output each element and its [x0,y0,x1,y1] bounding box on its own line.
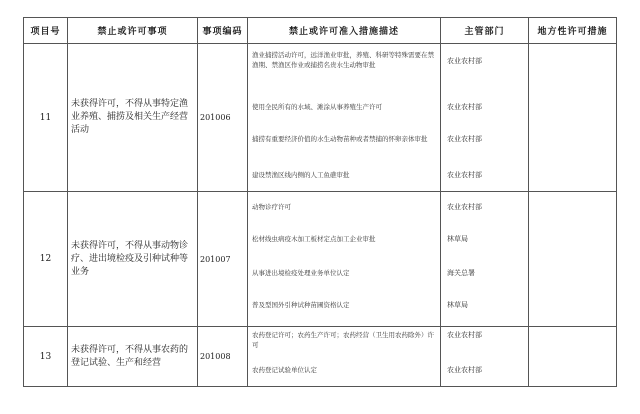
dept-text: 农业农村部 [447,135,482,143]
measures-cell [248,192,441,327]
header-item: 禁止或许可事项 [68,18,198,44]
dept-text: 农业农村部 [447,103,482,111]
item-number: 12 [24,192,68,327]
measures-cell [248,327,441,387]
measure-text: 从事进出境检疫处理业务单位认定 [252,269,350,277]
table-row [24,327,617,387]
header-measures: 禁止或许可准入措施描述 [248,18,441,44]
dept-cell [441,44,529,192]
dept-text: 农业农村部 [447,171,482,179]
local-measure-cell [529,44,617,192]
table-row [24,44,617,192]
header-local: 地方性许可措施 [529,18,617,44]
dept-cell [441,327,529,387]
item-code: 201007 [198,192,248,327]
header-row [24,18,617,44]
measure-text: 建设禁渔区线内侧的人工鱼礁审批 [252,171,350,179]
measure-text: 渔业捕捞活动许可，远洋渔业审批，养殖、科研等特殊需要在禁渔期、禁渔区作业或捕捞名贵水生动物审批 [252,51,434,69]
measure-text: 使用全民所有的水域、滩涂从事养殖生产许可 [252,103,382,111]
table-row [24,192,617,327]
dept-text: 农业农村部 [447,57,482,65]
dept-text: 林草局 [447,301,468,309]
dept-text: 农业农村部 [447,366,482,374]
item-number: 11 [24,44,68,192]
item-code: 201006 [198,44,248,192]
header-code: 事项编码 [198,18,248,44]
measures-cell [248,44,441,192]
item-number: 13 [24,327,68,387]
measure-text: 松材线虫病疫木加工板材定点加工企业审批 [252,235,376,243]
item-code: 201008 [198,327,248,387]
dept-text: 林草局 [447,235,468,243]
header-dept: 主管部门 [441,18,529,44]
local-measure-cell [529,327,617,387]
item-description: 未获得许可，不得从事动物诊疗、进出境检疫及引种试种等业务 [68,192,198,327]
dept-cell [441,192,529,327]
header-item-no: 项目号 [24,18,68,44]
measure-text: 农药登记试验单位认定 [252,366,317,374]
dept-text: 农业农村部 [447,203,482,211]
measures-table [23,17,617,387]
item-description: 未获得许可，不得从事特定渔业养殖、捕捞及相关生产经营活动 [68,44,198,192]
measure-text: 捕捞有重要经济价值的水生动物苗种或者禁捕的怀卵亲体审批 [252,135,428,143]
measure-text: 农药登记许可；农药生产许可；农药经营（卫生用农药除外）许可 [252,331,434,349]
measure-text: 普及型国外引种试种苗圃资格认定 [252,301,350,309]
dept-text: 农业农村部 [447,331,482,339]
item-description: 未获得许可，不得从事农药的登记试验、生产和经营 [68,327,198,387]
measure-text: 动物诊疗许可 [252,203,291,211]
local-measure-cell [529,192,617,327]
dept-text: 海关总署 [447,269,475,277]
